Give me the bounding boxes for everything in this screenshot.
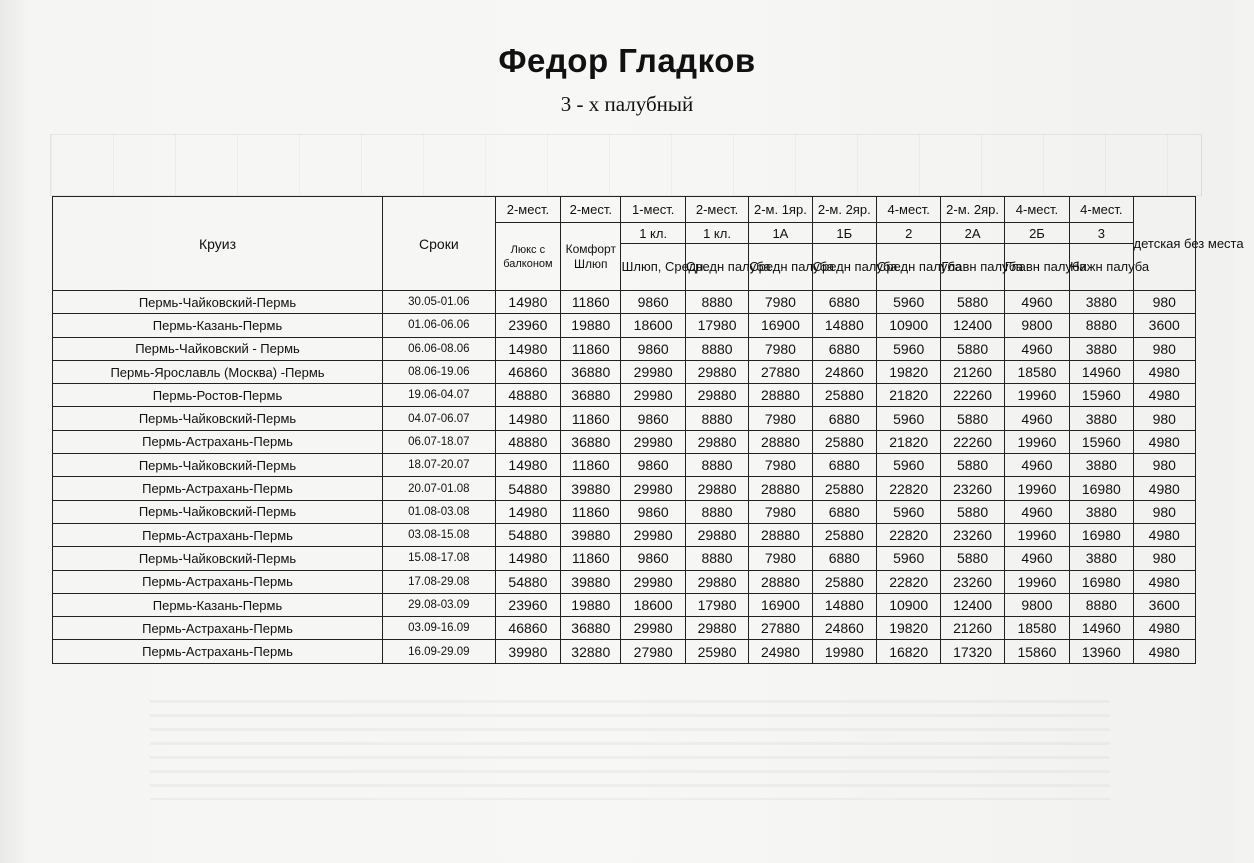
child-column-header: детская без места bbox=[1133, 197, 1195, 291]
price-cell: 8880 bbox=[685, 291, 748, 314]
price-cell: 25880 bbox=[812, 430, 876, 453]
price-cell: 21820 bbox=[876, 384, 940, 407]
dates-cell: 18.07-20.07 bbox=[383, 454, 496, 477]
price-cell: 14880 bbox=[812, 314, 876, 337]
price-cell: 16820 bbox=[876, 640, 940, 663]
price-cell: 4960 bbox=[1004, 500, 1069, 523]
table-row bbox=[53, 617, 1196, 640]
price-cell: 22820 bbox=[876, 523, 940, 546]
price-cell: 19960 bbox=[1004, 570, 1069, 593]
price-cell: 15960 bbox=[1070, 430, 1133, 453]
price-cell: 14960 bbox=[1070, 617, 1133, 640]
capacity-cell: 4-мест. bbox=[876, 197, 940, 223]
price-cell: 24860 bbox=[812, 360, 876, 383]
price-cell: 28880 bbox=[749, 384, 812, 407]
route-cell: Пермь-Чайковский-Пермь bbox=[53, 407, 383, 430]
header-row-capacity bbox=[53, 197, 1196, 223]
price-cell: 3880 bbox=[1070, 337, 1133, 360]
price-cell: 24980 bbox=[749, 640, 812, 663]
price-cell: 9800 bbox=[1004, 593, 1069, 616]
child-price-cell: 4980 bbox=[1133, 570, 1195, 593]
price-cell: 22260 bbox=[941, 430, 1004, 453]
price-cell: 29980 bbox=[621, 477, 685, 500]
class-cell: 1А bbox=[749, 223, 812, 244]
table-row bbox=[53, 593, 1196, 616]
price-cell: 29880 bbox=[685, 617, 748, 640]
price-cell: 6880 bbox=[812, 407, 876, 430]
route-cell: Пермь-Астрахань-Пермь bbox=[53, 570, 383, 593]
price-cell: 29980 bbox=[621, 523, 685, 546]
price-cell: 19960 bbox=[1004, 477, 1069, 500]
price-cell: 8880 bbox=[685, 500, 748, 523]
price-cell: 36880 bbox=[561, 360, 621, 383]
route-cell: Пермь-Чайковский - Пермь bbox=[53, 337, 383, 360]
child-price-cell: 4980 bbox=[1133, 384, 1195, 407]
price-cell: 5960 bbox=[876, 547, 940, 570]
price-cell: 5880 bbox=[941, 547, 1004, 570]
cruise-column-header: Круиз bbox=[53, 197, 383, 291]
route-cell: Пермь-Астрахань-Пермь bbox=[53, 617, 383, 640]
route-cell: Пермь-Чайковский-Пермь bbox=[53, 454, 383, 477]
route-cell: Пермь-Астрахань-Пермь bbox=[53, 523, 383, 546]
price-cell: 9860 bbox=[621, 547, 685, 570]
route-cell: Пермь-Ростов-Пермь bbox=[53, 384, 383, 407]
capacity-cell: 4-мест. bbox=[1070, 197, 1133, 223]
price-cell: 29880 bbox=[685, 523, 748, 546]
price-cell: 28880 bbox=[749, 430, 812, 453]
dates-cell: 06.06-08.06 bbox=[383, 337, 496, 360]
price-cell: 46860 bbox=[495, 617, 560, 640]
dates-cell: 20.07-01.08 bbox=[383, 477, 496, 500]
dates-cell: 03.09-16.09 bbox=[383, 617, 496, 640]
price-cell: 15960 bbox=[1070, 384, 1133, 407]
table-row bbox=[53, 407, 1196, 430]
table-row bbox=[53, 570, 1196, 593]
price-cell: 39880 bbox=[561, 570, 621, 593]
child-price-cell: 980 bbox=[1133, 407, 1195, 430]
bleed-through-text bbox=[150, 700, 1110, 800]
price-cell: 9860 bbox=[621, 407, 685, 430]
class-cell: 1Б bbox=[812, 223, 876, 244]
price-cell: 25880 bbox=[812, 523, 876, 546]
capacity-cell: 2-мест. bbox=[495, 197, 560, 223]
table-row bbox=[53, 454, 1196, 477]
route-cell: Пермь-Ярославль (Москва) -Пермь bbox=[53, 360, 383, 383]
cabin-type-cell: Комфорт Шлюп bbox=[561, 223, 621, 291]
page-subtitle: 3 - х палубный bbox=[560, 92, 694, 116]
child-price-cell: 4980 bbox=[1133, 640, 1195, 663]
price-cell: 5880 bbox=[941, 337, 1004, 360]
price-cell: 29980 bbox=[621, 570, 685, 593]
class-cell: 2 bbox=[876, 223, 940, 244]
price-cell: 11860 bbox=[561, 291, 621, 314]
price-cell: 9860 bbox=[621, 337, 685, 360]
route-cell: Пермь-Астрахань-Пермь bbox=[53, 640, 383, 663]
table-row bbox=[53, 291, 1196, 314]
bleed-through-table bbox=[50, 134, 1202, 196]
price-cell: 7980 bbox=[749, 291, 812, 314]
price-cell: 3880 bbox=[1070, 291, 1133, 314]
class-cell: 1 кл. bbox=[685, 223, 748, 244]
capacity-cell: 2-м. 1яр. bbox=[749, 197, 812, 223]
price-table-body bbox=[53, 291, 1196, 664]
dates-column-header: Сроки bbox=[383, 197, 496, 291]
table-row bbox=[53, 314, 1196, 337]
table-row bbox=[53, 523, 1196, 546]
price-cell: 5880 bbox=[941, 291, 1004, 314]
price-cell: 4960 bbox=[1004, 547, 1069, 570]
price-cell: 14980 bbox=[495, 500, 560, 523]
price-cell: 54880 bbox=[495, 523, 560, 546]
price-cell: 29980 bbox=[621, 384, 685, 407]
price-cell: 9860 bbox=[621, 291, 685, 314]
price-cell: 29880 bbox=[685, 360, 748, 383]
dates-cell: 01.06-06.06 bbox=[383, 314, 496, 337]
cabin-type-cell: Люкс с балконом bbox=[495, 223, 560, 291]
price-cell: 22260 bbox=[941, 384, 1004, 407]
price-cell: 54880 bbox=[495, 477, 560, 500]
price-cell: 10900 bbox=[876, 593, 940, 616]
price-cell: 4960 bbox=[1004, 454, 1069, 477]
price-cell: 32880 bbox=[561, 640, 621, 663]
child-price-cell: 4980 bbox=[1133, 430, 1195, 453]
price-cell: 29880 bbox=[685, 570, 748, 593]
price-cell: 14980 bbox=[495, 547, 560, 570]
price-cell: 22820 bbox=[876, 570, 940, 593]
price-cell: 22820 bbox=[876, 477, 940, 500]
dates-cell: 01.08-03.08 bbox=[383, 500, 496, 523]
price-cell: 3880 bbox=[1070, 407, 1133, 430]
child-price-cell: 4980 bbox=[1133, 617, 1195, 640]
price-cell: 16900 bbox=[749, 593, 812, 616]
price-cell: 18580 bbox=[1004, 617, 1069, 640]
price-cell: 25880 bbox=[812, 384, 876, 407]
route-cell: Пермь-Астрахань-Пермь bbox=[53, 430, 383, 453]
price-cell: 19880 bbox=[561, 593, 621, 616]
price-cell: 16980 bbox=[1070, 523, 1133, 546]
price-cell: 7980 bbox=[749, 500, 812, 523]
child-price-cell: 4980 bbox=[1133, 360, 1195, 383]
price-cell: 54880 bbox=[495, 570, 560, 593]
table-row bbox=[53, 477, 1196, 500]
price-cell: 4960 bbox=[1004, 407, 1069, 430]
price-cell: 25880 bbox=[812, 570, 876, 593]
price-cell: 9860 bbox=[621, 500, 685, 523]
child-price-cell: 980 bbox=[1133, 291, 1195, 314]
price-cell: 36880 bbox=[561, 617, 621, 640]
price-cell: 16980 bbox=[1070, 570, 1133, 593]
price-cell: 3880 bbox=[1070, 547, 1133, 570]
price-cell: 23960 bbox=[495, 593, 560, 616]
price-cell: 28880 bbox=[749, 523, 812, 546]
price-cell: 19960 bbox=[1004, 384, 1069, 407]
route-cell: Пермь-Чайковский-Пермь bbox=[53, 500, 383, 523]
deck-cell: Шлюп, Средн. bbox=[621, 244, 685, 291]
price-cell: 23260 bbox=[941, 570, 1004, 593]
price-cell: 14980 bbox=[495, 407, 560, 430]
price-cell: 29880 bbox=[685, 384, 748, 407]
price-cell: 5960 bbox=[876, 454, 940, 477]
price-cell: 16980 bbox=[1070, 477, 1133, 500]
class-cell: 3 bbox=[1070, 223, 1133, 244]
price-cell: 28880 bbox=[749, 570, 812, 593]
table-row bbox=[53, 430, 1196, 453]
price-cell: 19960 bbox=[1004, 523, 1069, 546]
price-cell: 15860 bbox=[1004, 640, 1069, 663]
dates-cell: 29.08-03.09 bbox=[383, 593, 496, 616]
table-row bbox=[53, 360, 1196, 383]
dates-cell: 15.08-17.08 bbox=[383, 547, 496, 570]
page-title: Федор Гладков bbox=[498, 42, 756, 79]
child-price-cell: 980 bbox=[1133, 500, 1195, 523]
price-cell: 8880 bbox=[685, 547, 748, 570]
price-cell: 19820 bbox=[876, 360, 940, 383]
price-cell: 17980 bbox=[685, 314, 748, 337]
price-cell: 8880 bbox=[1070, 593, 1133, 616]
price-cell: 39880 bbox=[561, 477, 621, 500]
table-row bbox=[53, 547, 1196, 570]
price-cell: 39880 bbox=[561, 523, 621, 546]
price-cell: 11860 bbox=[561, 547, 621, 570]
price-cell: 23260 bbox=[941, 477, 1004, 500]
price-cell: 7980 bbox=[749, 337, 812, 360]
price-cell: 18600 bbox=[621, 314, 685, 337]
price-cell: 17320 bbox=[941, 640, 1004, 663]
dates-cell: 30.05-01.06 bbox=[383, 291, 496, 314]
route-cell: Пермь-Казань-Пермь bbox=[53, 593, 383, 616]
price-cell: 6880 bbox=[812, 454, 876, 477]
price-cell: 6880 bbox=[812, 500, 876, 523]
route-cell: Пермь-Чайковский-Пермь bbox=[53, 291, 383, 314]
class-cell: 2А bbox=[941, 223, 1004, 244]
price-cell: 19980 bbox=[812, 640, 876, 663]
child-price-cell: 980 bbox=[1133, 454, 1195, 477]
price-cell: 25980 bbox=[685, 640, 748, 663]
price-cell: 4960 bbox=[1004, 291, 1069, 314]
price-cell: 17980 bbox=[685, 593, 748, 616]
price-cell: 14880 bbox=[812, 593, 876, 616]
price-cell: 18600 bbox=[621, 593, 685, 616]
price-cell: 36880 bbox=[561, 430, 621, 453]
deck-cell: Средн палуба bbox=[749, 244, 812, 291]
capacity-cell: 2-м. 2яр. bbox=[812, 197, 876, 223]
price-cell: 18580 bbox=[1004, 360, 1069, 383]
child-price-cell: 980 bbox=[1133, 337, 1195, 360]
price-cell: 4960 bbox=[1004, 337, 1069, 360]
child-price-cell: 3600 bbox=[1133, 593, 1195, 616]
price-cell: 5960 bbox=[876, 407, 940, 430]
price-cell: 11860 bbox=[561, 407, 621, 430]
price-cell: 29980 bbox=[621, 430, 685, 453]
price-cell: 11860 bbox=[561, 337, 621, 360]
price-cell: 36880 bbox=[561, 384, 621, 407]
dates-cell: 04.07-06.07 bbox=[383, 407, 496, 430]
dates-cell: 19.06-04.07 bbox=[383, 384, 496, 407]
price-cell: 3880 bbox=[1070, 454, 1133, 477]
child-price-cell: 3600 bbox=[1133, 314, 1195, 337]
price-cell: 14980 bbox=[495, 454, 560, 477]
price-cell: 23960 bbox=[495, 314, 560, 337]
child-price-cell: 4980 bbox=[1133, 523, 1195, 546]
price-cell: 7980 bbox=[749, 407, 812, 430]
price-cell: 7980 bbox=[749, 454, 812, 477]
deck-cell: Средн палуба bbox=[812, 244, 876, 291]
dates-cell: 08.06-19.06 bbox=[383, 360, 496, 383]
price-cell: 21260 bbox=[941, 617, 1004, 640]
price-cell: 29880 bbox=[685, 477, 748, 500]
table-row bbox=[53, 384, 1196, 407]
price-cell: 8880 bbox=[685, 337, 748, 360]
capacity-cell: 2-мест. bbox=[561, 197, 621, 223]
price-cell: 48880 bbox=[495, 430, 560, 453]
deck-cell: Главн палуба bbox=[941, 244, 1004, 291]
dates-cell: 03.08-15.08 bbox=[383, 523, 496, 546]
price-cell: 19880 bbox=[561, 314, 621, 337]
price-cell: 24860 bbox=[812, 617, 876, 640]
price-cell: 23260 bbox=[941, 523, 1004, 546]
price-cell: 25880 bbox=[812, 477, 876, 500]
price-cell: 10900 bbox=[876, 314, 940, 337]
deck-cell: Средн палуба bbox=[876, 244, 940, 291]
price-cell: 7980 bbox=[749, 547, 812, 570]
price-cell: 5880 bbox=[941, 500, 1004, 523]
price-cell: 5960 bbox=[876, 291, 940, 314]
child-price-cell: 980 bbox=[1133, 547, 1195, 570]
price-cell: 5960 bbox=[876, 337, 940, 360]
price-cell: 9860 bbox=[621, 454, 685, 477]
price-cell: 29880 bbox=[685, 430, 748, 453]
child-price-cell: 4980 bbox=[1133, 477, 1195, 500]
capacity-cell: 2-мест. bbox=[685, 197, 748, 223]
route-cell: Пермь-Астрахань-Пермь bbox=[53, 477, 383, 500]
table-row bbox=[53, 337, 1196, 360]
dates-cell: 16.09-29.09 bbox=[383, 640, 496, 663]
price-cell: 5960 bbox=[876, 500, 940, 523]
price-table bbox=[52, 196, 1244, 664]
price-cell: 11860 bbox=[561, 454, 621, 477]
deck-cell: Главн палуба bbox=[1004, 244, 1069, 291]
price-cell: 6880 bbox=[812, 337, 876, 360]
price-cell: 14980 bbox=[495, 337, 560, 360]
price-cell: 19960 bbox=[1004, 430, 1069, 453]
price-cell: 39980 bbox=[495, 640, 560, 663]
price-cell: 13960 bbox=[1070, 640, 1133, 663]
price-cell: 46860 bbox=[495, 360, 560, 383]
price-cell: 27980 bbox=[621, 640, 685, 663]
route-cell: Пермь-Чайковский-Пермь bbox=[53, 547, 383, 570]
price-cell: 19820 bbox=[876, 617, 940, 640]
price-cell: 48880 bbox=[495, 384, 560, 407]
deck-cell: Средн палуба bbox=[685, 244, 748, 291]
price-cell: 21260 bbox=[941, 360, 1004, 383]
capacity-cell: 4-мест. bbox=[1004, 197, 1069, 223]
price-cell: 14960 bbox=[1070, 360, 1133, 383]
price-cell: 27880 bbox=[749, 360, 812, 383]
price-cell: 16900 bbox=[749, 314, 812, 337]
dates-cell: 06.07-18.07 bbox=[383, 430, 496, 453]
price-cell: 5880 bbox=[941, 454, 1004, 477]
class-cell: 2Б bbox=[1004, 223, 1069, 244]
price-cell: 6880 bbox=[812, 547, 876, 570]
table-row bbox=[53, 500, 1196, 523]
capacity-cell: 2-м. 2яр. bbox=[941, 197, 1004, 223]
table-row bbox=[53, 640, 1196, 663]
capacity-cell: 1-мест. bbox=[621, 197, 685, 223]
route-cell: Пермь-Казань-Пермь bbox=[53, 314, 383, 337]
price-cell: 12400 bbox=[941, 593, 1004, 616]
price-cell: 8880 bbox=[1070, 314, 1133, 337]
price-cell: 21820 bbox=[876, 430, 940, 453]
price-cell: 29980 bbox=[621, 360, 685, 383]
class-cell: 1 кл. bbox=[621, 223, 685, 244]
price-cell: 27880 bbox=[749, 617, 812, 640]
dates-cell: 17.08-29.08 bbox=[383, 570, 496, 593]
price-cell: 14980 bbox=[495, 291, 560, 314]
price-cell: 28880 bbox=[749, 477, 812, 500]
price-cell: 9800 bbox=[1004, 314, 1069, 337]
price-cell: 12400 bbox=[941, 314, 1004, 337]
price-cell: 5880 bbox=[941, 407, 1004, 430]
price-cell: 29980 bbox=[621, 617, 685, 640]
price-cell: 6880 bbox=[812, 291, 876, 314]
deck-cell: Нижн палуба bbox=[1070, 244, 1133, 291]
price-cell: 8880 bbox=[685, 407, 748, 430]
price-cell: 3880 bbox=[1070, 500, 1133, 523]
price-cell: 8880 bbox=[685, 454, 748, 477]
price-cell: 11860 bbox=[561, 500, 621, 523]
